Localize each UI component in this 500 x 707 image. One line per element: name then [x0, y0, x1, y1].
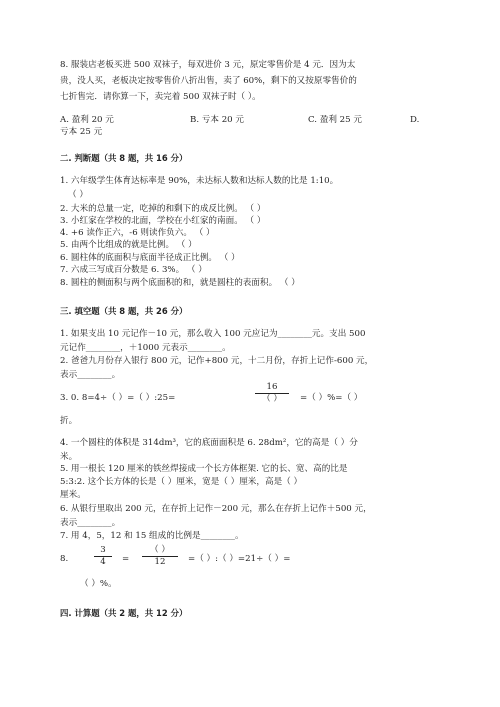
q8-line3: 七折售完．请你算一下，卖完着 500 双袜子时（ ）。 — [60, 92, 261, 102]
fill-q8-fraction-1 — [94, 545, 112, 568]
fill-q6-line1: 6. 从银行里取出 200 元，在存折上记作－200 元，那么在存折上记作＋500 元， — [60, 504, 372, 514]
fill-q8-label: 8. — [60, 554, 69, 564]
judge-item: 5. 由两个比组成的就是比例。 （ ） — [60, 240, 197, 250]
fraction-numerator: （ ） — [142, 545, 178, 557]
fill-q8-tail: （ ）%。 — [80, 579, 117, 589]
q8-option-a: A. 盈利 20 元 — [60, 115, 114, 125]
fill-q4-line1: 4. 一个圆柱的体积是 314dm³，它的底面面积是 6. 28dm²，它的高是（ ）分 — [60, 438, 358, 448]
fill-q2-line2: 表示________。 — [60, 370, 121, 380]
fill-q8-equals: = — [122, 554, 130, 564]
judge-item: 7. 六成三写成百分数是 6. 3%。 （ ） — [60, 265, 207, 275]
fill-q4-line2: 米。 — [60, 452, 78, 462]
judge-item: 3. 小红家在学校的北面，学校在小红家的南面。 （ ） — [60, 216, 266, 226]
section2-title: 二. 判断题（共 8 题，共 16 分） — [60, 153, 188, 163]
fill-q3-part1: 3. 0. 8=4÷（ ）=（ ）:25= — [60, 393, 176, 403]
judge-item: 1. 六年级学生体育达标率是 90%，未达标人数和达标人数的比是 1:10。 — [60, 176, 339, 186]
fill-q3-tail: 折。 — [60, 416, 78, 426]
fraction-denominator: 12 — [154, 557, 166, 567]
fill-q5-line1: 5. 用一根长 120 厘米的铁丝焊接成一个长方体框架. 它的长、宽、高的比是 — [60, 464, 348, 474]
fraction-denominator: （ ） — [262, 394, 282, 404]
section3-title: 三. 填空题（共 8 题，共 26 分） — [60, 306, 188, 316]
fill-q5-line2: 5:3:2. 这个长方体的长是（ ）厘米，宽是（ ）厘米，高是（ ） — [60, 477, 303, 487]
fill-q8-fraction-2 — [142, 545, 178, 568]
q8-option-d-continued: 亏本 25 元 — [60, 127, 103, 137]
fill-q7: 7. 用 4，5，12 和 15 组成的比例是________。 — [60, 531, 244, 541]
fill-q5-line3: 厘米。 — [60, 490, 86, 500]
fraction-numerator: 3 — [94, 545, 112, 557]
section4-title: 四. 计算题（共 2 题，共 12 分） — [60, 608, 188, 618]
fraction-denominator: 4 — [100, 557, 106, 567]
judge-item: 8. 圆柱的侧面积与两个底面积的和，就是圆柱的表面积。 （ ） — [60, 278, 300, 288]
judge-item: 4. +6 读作正六，-6 则读作负六。 （ ） — [60, 228, 215, 238]
judge-item: （ ） — [68, 190, 88, 200]
judge-item: 2. 大米的总量一定，吃掉的和剩下的成反比例。 （ ） — [60, 204, 266, 214]
q8-option-d: D. — [410, 115, 420, 125]
q8-option-b: B. 亏本 20 元 — [190, 115, 244, 125]
fraction-numerator: 16 — [255, 382, 289, 394]
q8-line1: 8. 服装店老板买进 500 双袜子，每双进价 3 元，原定零售价是 4 元．因为太 — [60, 60, 356, 70]
q8-option-c: C. 盈利 25 元 — [308, 115, 362, 125]
q8-line2: 贵，没人买，老板决定按零售价八折出售，卖了 60%，剩下的又按原零售价的 — [60, 76, 357, 86]
fill-q3-part2: =（ ）%=（ ） — [300, 393, 363, 403]
fill-q3-fraction — [255, 382, 289, 405]
judge-item: 6. 圆柱体的底面积与底面半径成正比例。 （ ） — [60, 253, 240, 263]
fill-q6-line2: 表示________。 — [60, 518, 121, 528]
fill-q1-line1: 1. 如果支出 10 元记作－10 元，那么收入 100 元应记为________元。支出 500 — [60, 329, 366, 339]
fill-q1-line2: 元记作________，＋1000 元表示________。 — [60, 343, 231, 353]
fill-q8-rest: =（ ）:（ ）=21÷（ ）= — [188, 554, 291, 564]
fill-q2-line1: 2. 爸爸九月份存入银行 800 元，记作+800 元，十二月份，存折上记作-600 元， — [60, 356, 374, 366]
